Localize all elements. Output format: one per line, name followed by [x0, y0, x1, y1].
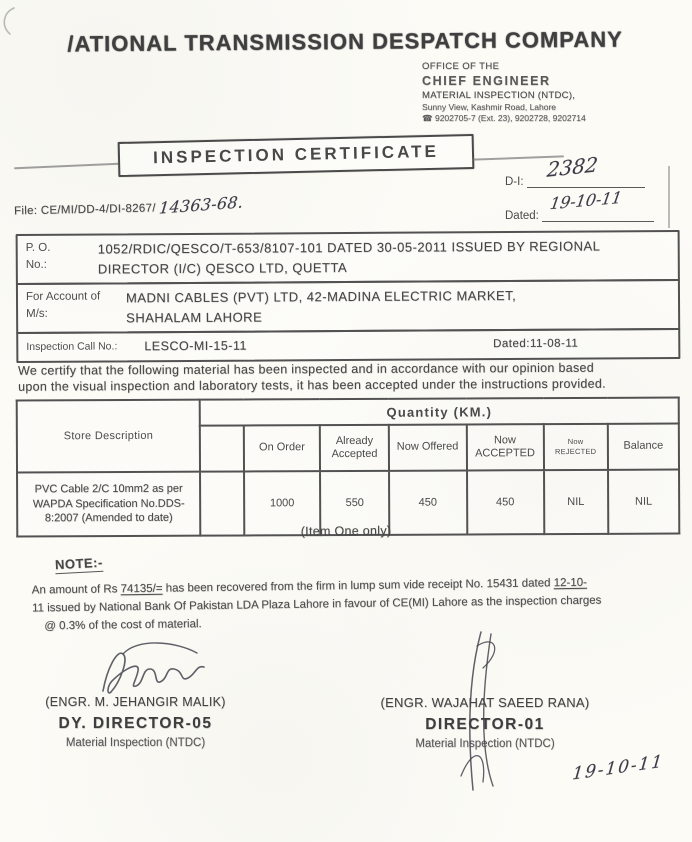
certify-line-2: upon the visual inspection and laboratory tests, it has been accepted under the instructions provided.: [18, 376, 606, 394]
left-rule-line: [14, 163, 120, 169]
already-accepted-cell: 550: [320, 471, 389, 535]
col-header-balance: Balance: [608, 424, 679, 470]
note-amount-underlined: 74135/=: [120, 582, 163, 596]
office-phone-line: [422, 113, 682, 124]
left-signatory-department: Material Inspection (NTDC): [65, 737, 206, 749]
col-header-now-offered: Now Offered: [389, 424, 467, 470]
bottom-handwritten-date: 19-10-11: [571, 751, 666, 785]
office-line-3: MATERIAL INSPECTION (NTDC),: [422, 89, 576, 101]
inspection-call-dated: Dated:11-08-11: [493, 337, 579, 350]
quantity-table: [16, 397, 681, 538]
file-number-handwritten: 14363-68.: [157, 192, 245, 218]
note-body: [32, 573, 683, 636]
certificate-title: INSPECTION CERTIFICATE: [152, 141, 440, 168]
di-label: D-I:: [505, 176, 524, 188]
col-header-already-accepted: Already Accepted: [320, 425, 389, 471]
info-rows: [16, 232, 681, 363]
balance-cell: NIL: [608, 470, 679, 534]
right-border-segment: [668, 166, 670, 228]
inspection-call-label: Inspection Call No.:: [26, 340, 118, 353]
account-value: MADNI CABLES (PVT) LTD, 42-MADINA ELECTRIC MARKET, SHAHALAM LAHORE: [125, 287, 517, 325]
dated-label: Dated:: [505, 210, 539, 222]
store-description-header: Store Description: [17, 400, 200, 473]
store-description-cell: PVC Cable 2/C 10mm2 as per WAPDA Specification No.DDS-8:2007 (Amended to date): [17, 472, 200, 537]
company-title-partial-glyph: /: [67, 31, 75, 57]
file-label: File: CE/MI/DD-4/DI-8267/: [13, 202, 156, 218]
left-signatory-name: (ENGR. M. JEHANGIR MALIK): [45, 695, 226, 709]
left-signatory-title: DY. DIRECTOR-05: [58, 714, 213, 732]
note-line-3: @ 0.3% of the cost of material.: [44, 617, 202, 632]
certification-statement: [18, 359, 682, 395]
po-row: [16, 230, 680, 285]
right-signatory-title: DIRECTOR-01: [425, 715, 545, 733]
po-label: P. O. No.:: [25, 241, 51, 271]
left-signature-block: [18, 693, 253, 752]
file-number-row: [13, 192, 245, 219]
col-header-on-order: On Order: [243, 425, 320, 471]
col-header-now-rejected: Now REJECTED: [543, 424, 607, 470]
inspection-call-value: LESCO-MI-15-11: [144, 338, 247, 354]
now-rejected-cell: NIL: [544, 470, 609, 534]
col-header-blank: [200, 425, 244, 471]
telephone-icon: ☎: [422, 112, 433, 123]
office-address-line: Sunny View, Kashmir Road, Lahore: [422, 101, 557, 112]
dated-row: [505, 187, 654, 222]
right-signature-block: [360, 693, 610, 753]
right-signatory-name: (ENGR. WAJAHAT SAEED RANA): [380, 695, 590, 710]
note-line-2: 11 issued by National Bank Of Pakistan LDA Plaza Lahore in favour of CE(MI) Lahore as the inspection charges: [31, 594, 602, 615]
certify-line-1: We certify that the following material has been inspected and in accordance with our opinion based: [17, 360, 595, 378]
po-value: 1052/RDIC/QESCO/T-653/8107-101 DATED 30-05-2011 ISSUED BY REGIONAL DIRECTOR (I/C) QESCO LTD, QUETTA: [97, 238, 601, 277]
inspection-call-row: [16, 328, 680, 363]
di-value-handwritten: 2382: [545, 152, 599, 182]
office-line-1: OFFICE OF THE: [422, 61, 500, 72]
office-address-block: [422, 61, 682, 124]
table-caption: (Item One only): [300, 523, 392, 539]
account-label: For Account of M/s:: [25, 290, 101, 320]
company-title-text: ATIONAL TRANSMISSION DESPATCH COMPANY: [74, 26, 623, 57]
certificate-title-box: [118, 134, 475, 177]
dated-underline: [542, 187, 654, 222]
left-signature: [95, 641, 210, 701]
right-signatory-department: Material Inspection (NTDC): [415, 737, 555, 750]
company-title: [30, 26, 660, 57]
note-heading: NOTE:-: [54, 554, 104, 573]
on-order-cell: 1000: [244, 471, 321, 535]
phone-numbers: 9202705-7 (Ext. 23), 9202728, 9202714: [434, 112, 586, 123]
col-header-now-accepted: Now ACCEPTED: [466, 424, 543, 470]
scan-artifact-mark: [0, 6, 18, 36]
note-date-underlined: 12-10-: [553, 576, 588, 590]
table-header-row-1: [17, 398, 679, 427]
now-offered-cell: 450: [389, 470, 467, 534]
office-line-2: CHIEF ENGINEER: [422, 74, 551, 89]
di-number-row: [505, 152, 645, 188]
di-underline: [527, 152, 645, 188]
dated-value-handwritten: 19-10-11: [548, 187, 624, 214]
quantity-table-wrapper: [16, 398, 680, 536]
now-accepted-cell: 450: [467, 470, 544, 534]
account-row: [16, 279, 680, 334]
note-line-1: An amount of Rs 74135/= has been recovered from the firm in lump sum vide receipt No. 15431 dated 12-10-: [31, 576, 588, 597]
quantity-header: Quantity (KM.): [200, 398, 679, 426]
